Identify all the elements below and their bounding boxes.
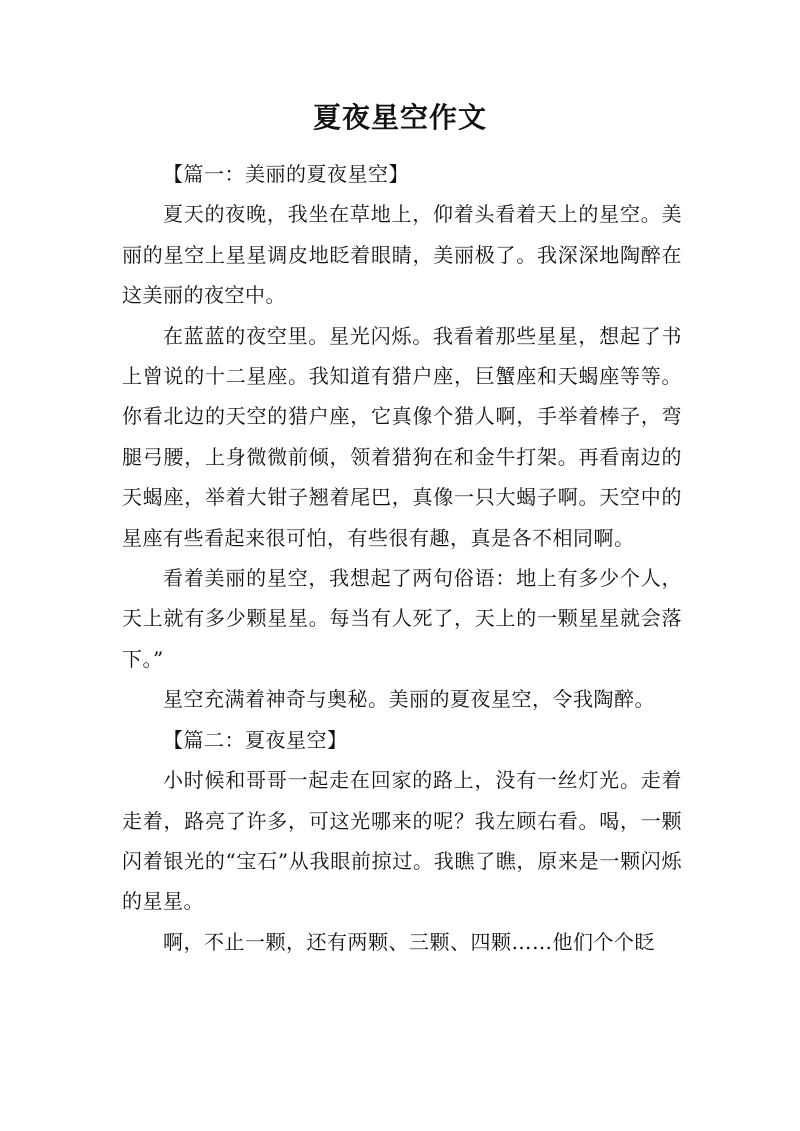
section-heading: 【篇二：夏夜星空】 <box>163 727 348 752</box>
document-title: 夏夜星空作文 <box>312 101 487 134</box>
paragraph: 在蓝蓝的夜空里。星光闪烁。我看着那些星星，想起了书上曾说的十二星座。我知道有猎户座，巨蟹座和天蝎座等等。你看北边的天空的猎户座，它真像个猎人啊，手举着棒子，弯腿弓腰，上身微微前倾，领着猎狗在和金牛打架。再看南边的天蝎座，举着大钳子翘着尾巴，真像一只大蝎子啊。天空中的星座有些看起来很可怕，有些很有趣，真是各不相同啊。 <box>122 323 682 550</box>
document-body <box>122 154 682 962</box>
paragraph: 夏天的夜晚，我坐在草地上，仰着头看着天上的星空。美丽的星空上星星调皮地眨着眼睛，美丽极了。我深深地陶醉在这美丽的夜空中。 <box>122 202 682 308</box>
paragraph: 看着美丽的星空，我想起了两句俗语：地上有多少个人，天上就有多少颗星星。每当有人死了，天上的一颗星星就会落下。” <box>122 566 682 671</box>
paragraph: 小时候和哥哥一起走在回家的路上，没有一丝灯光。走着走着，路亮了许多，可这光哪来的呢？我左顾右看。喝，一颗闪着银光的“宝石”从我眼前掠过。我瞧了瞧，原来是一颗闪烁的星星。 <box>122 768 682 914</box>
paragraph: 星空充满着神奇与奥秘。美丽的夏夜星空，令我陶醉。 <box>163 687 655 712</box>
section-heading: 【篇一：美丽的夏夜星空】 <box>163 162 409 186</box>
paragraph: 啊，不止一颗，还有两颗、三颗、四颗……他们个个眨 <box>163 929 655 954</box>
